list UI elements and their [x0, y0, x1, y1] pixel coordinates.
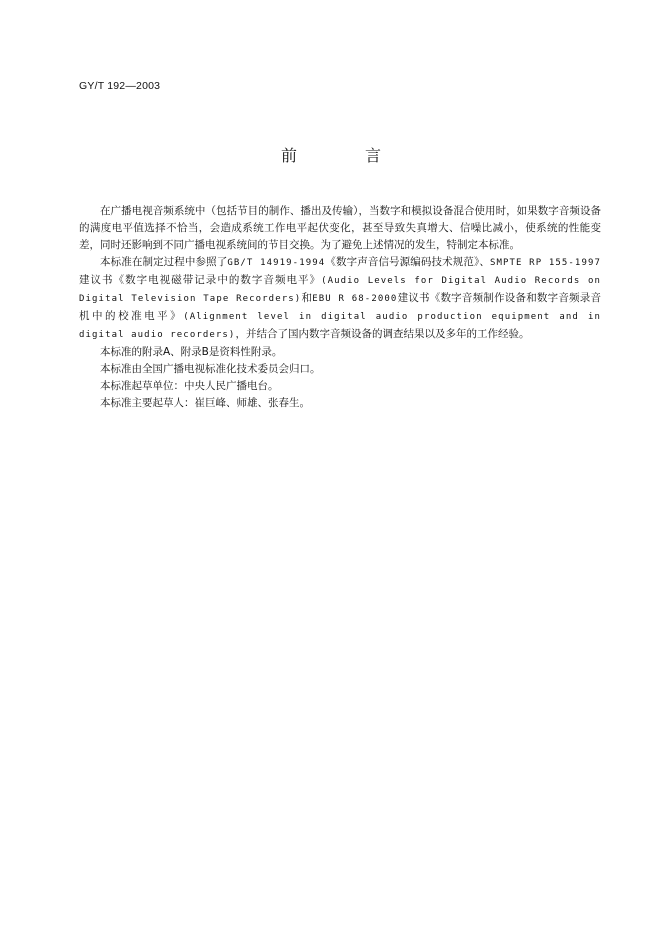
page-title: 前 言 — [280, 146, 407, 165]
reference-code: EBU R 68-2000 — [312, 294, 398, 304]
paragraph-committee: 本标准由全国广播电视标准化技术委员会归口。 — [100, 363, 321, 375]
text-segment: 和 — [301, 292, 313, 304]
foreword-body — [79, 203, 601, 412]
reference-code: GB/T 14919-1994 — [227, 258, 326, 268]
paragraph-drafters: 本标准主要起草人：崔巨峰、师雄、张春生。 — [100, 397, 310, 409]
text-segment: 本标准在制定过程中参照了 — [100, 256, 228, 268]
text-segment: 建议书《数字电视磁带记录中的数字音频电平》 — [79, 274, 322, 286]
standard-code: GY/T 192—2003 — [79, 80, 161, 92]
reference-code: SMPTE RP 155-1997 — [489, 258, 601, 268]
paragraph-references — [79, 254, 601, 344]
paragraph-appendix: 本标准的附录A、附录B是资料性附录。 — [100, 346, 283, 358]
paragraph-intro: 在广播电视音频系统中（包括节目的制作、播出及传输），当数字和模拟设备混合使用时，如果数字音频设备的满度电平值选择不恰当，会造成系统工作电平起伏变化，甚至导致失真增大、信噪比减小，使系统的性能变差，同时还影响到不同广播电视系统间的节目交换。为了避免上述情况的发生，特制定本标准。 — [79, 205, 601, 251]
text-segment: ，并结合了国内数字音频设备的调查结果以及多年的工作经验。 — [235, 328, 530, 340]
reference-english-title: (Audio Levels for Digital Audio Records on Digital Television Tape Recorders) — [79, 276, 601, 304]
text-segment: 《数字声音信号源编码技术规范》、 — [325, 256, 490, 268]
text-segment: 建议书《数字音频制作设备和数字音频录音机中的校准电平》 — [79, 292, 601, 322]
paragraph-drafting-unit: 本标准起草单位：中央人民广播电台。 — [100, 380, 279, 392]
reference-english-title: (Alignment level in digital audio production equipment and in digital audio recorders) — [79, 312, 601, 340]
